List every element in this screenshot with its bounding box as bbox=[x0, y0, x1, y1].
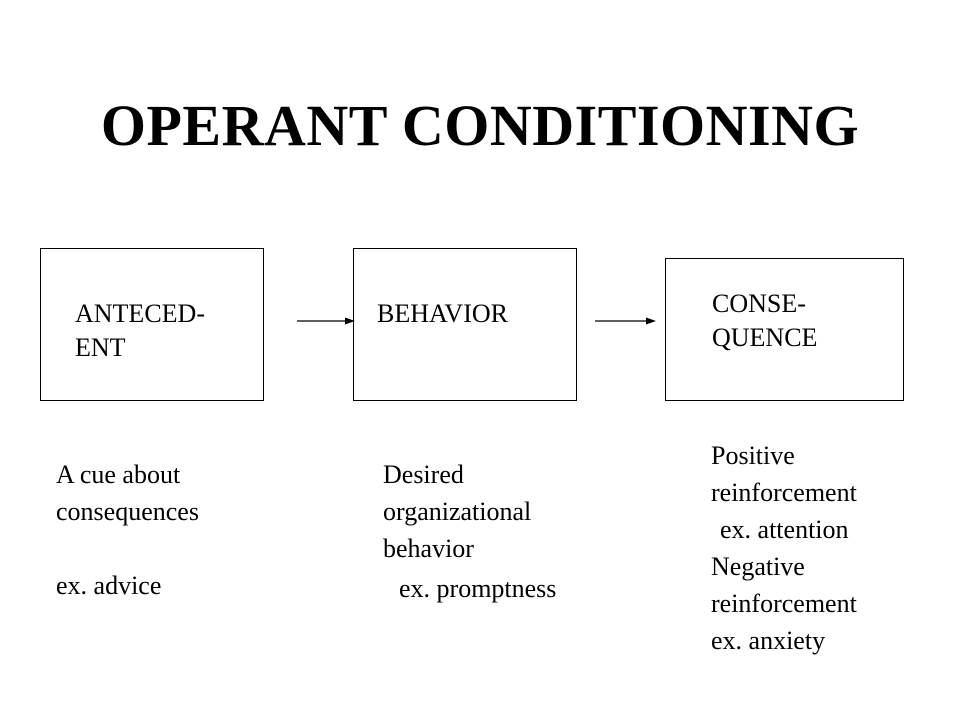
antecedent-label bbox=[75, 297, 205, 365]
behavior-desc-line-2: organizational bbox=[383, 497, 532, 526]
consequence-description bbox=[711, 437, 857, 659]
consequence-desc-line-5: reinforcement bbox=[711, 589, 857, 618]
antecedent-desc-line-3 bbox=[56, 530, 199, 567]
behavior-label-line-1: BEHAVIOR bbox=[377, 299, 508, 328]
behavior-desc-line-3: behavior bbox=[383, 534, 474, 563]
behavior-example: ex. promptness bbox=[399, 574, 557, 603]
consequence-example-1: ex. attention bbox=[720, 515, 849, 544]
consequence-label bbox=[712, 287, 817, 355]
antecedent-example: ex. advice bbox=[56, 571, 162, 600]
consequence-example-2: ex. anxiety bbox=[711, 626, 826, 655]
behavior-description bbox=[383, 456, 556, 607]
antecedent-label-line-1: ANTECED- bbox=[75, 299, 205, 328]
antecedent-desc-line-2: consequences bbox=[56, 497, 199, 526]
consequence-desc-line-1: Positive bbox=[711, 441, 795, 470]
behavior-label bbox=[377, 297, 508, 331]
consequence-desc-line-2: reinforcement bbox=[711, 478, 857, 507]
antecedent-description bbox=[56, 456, 199, 604]
arrow-antecedent-to-behavior bbox=[297, 318, 355, 325]
antecedent-label-line-2: ENT bbox=[75, 333, 126, 362]
behavior-desc-line-1: Desired bbox=[383, 460, 464, 489]
consequence-label-line-1: CONSE- bbox=[712, 289, 806, 318]
slide-title: OPERANT CONDITIONING bbox=[100, 93, 860, 158]
consequence-label-line-2: QUENCE bbox=[712, 323, 818, 352]
arrow-behavior-to-consequence bbox=[595, 318, 656, 325]
antecedent-desc-line-1: A cue about bbox=[56, 460, 181, 489]
consequence-desc-line-4: Negative bbox=[711, 552, 805, 581]
